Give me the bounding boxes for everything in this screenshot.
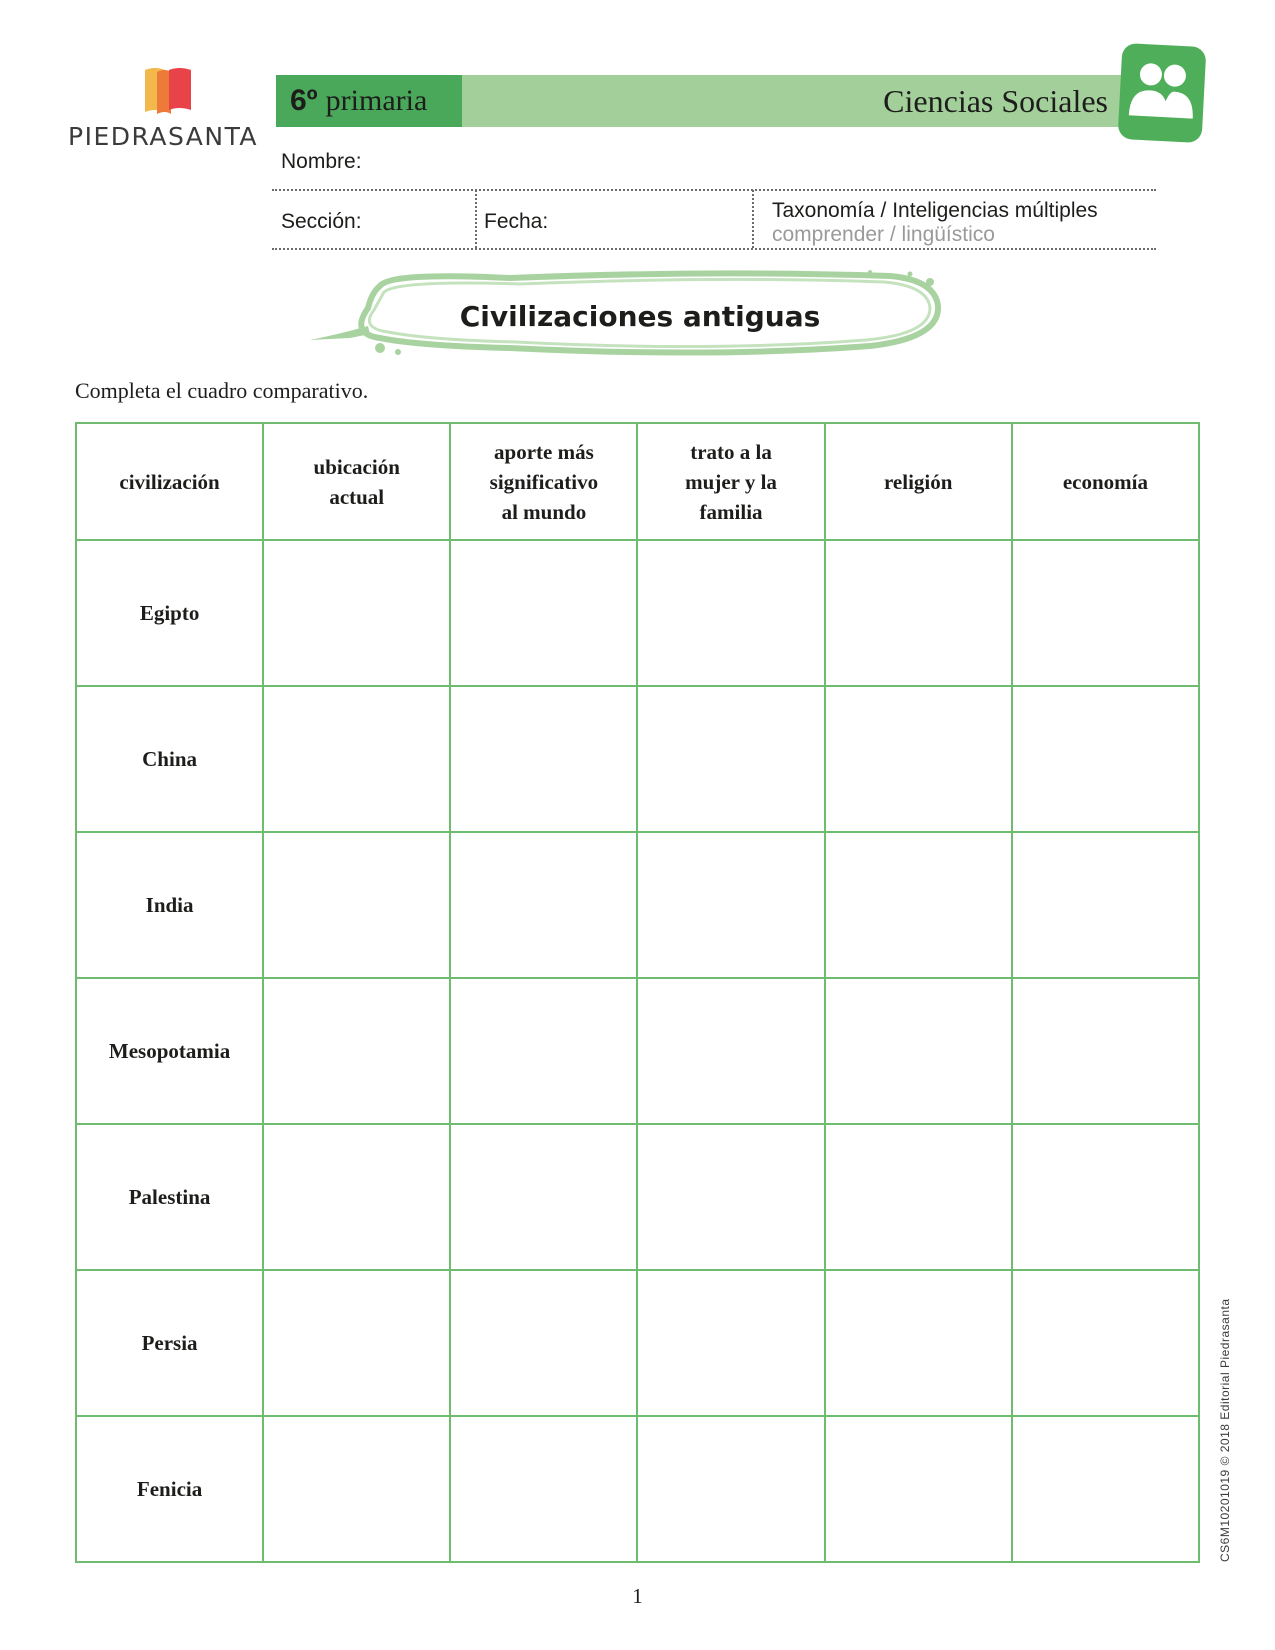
answer-cell[interactable] (450, 832, 637, 978)
answer-cell[interactable] (1012, 978, 1199, 1124)
answer-cell[interactable] (263, 540, 450, 686)
header-band (276, 75, 1126, 127)
instruction-text: Completa el cuadro comparativo. (75, 378, 369, 403)
answer-cell[interactable] (1012, 1124, 1199, 1270)
section-field-label: Sección: (281, 210, 362, 233)
grade-word: primaria (325, 84, 428, 117)
answer-cell[interactable] (637, 1124, 824, 1270)
answer-cell[interactable] (825, 978, 1012, 1124)
answer-cell[interactable] (825, 1270, 1012, 1416)
table-row (76, 1124, 1199, 1270)
answer-cell[interactable] (637, 1416, 824, 1562)
title-banner (310, 268, 970, 368)
divider (272, 189, 1156, 191)
row-header: Persia (76, 1270, 263, 1416)
answer-cell[interactable] (263, 1270, 450, 1416)
brand-name: PIEDRASANTA (68, 122, 259, 151)
table-row (76, 978, 1199, 1124)
row-header: Egipto (76, 540, 263, 686)
divider (752, 190, 754, 248)
divider (272, 248, 1156, 250)
name-field-label: Nombre: (281, 150, 362, 173)
answer-cell[interactable] (450, 1416, 637, 1562)
table-row (76, 832, 1199, 978)
row-header: Fenicia (76, 1416, 263, 1562)
book-logo-icon (143, 66, 193, 118)
row-header: Mesopotamia (76, 978, 263, 1124)
answer-cell[interactable] (1012, 832, 1199, 978)
taxonomy-value: comprender / lingüístico (772, 223, 995, 246)
answer-cell[interactable] (637, 978, 824, 1124)
answer-cell[interactable] (1012, 686, 1199, 832)
subject-badge (1118, 43, 1207, 143)
answer-cell[interactable] (637, 832, 824, 978)
answer-cell[interactable] (825, 540, 1012, 686)
taxonomy-label: Taxonomía / Inteligencias múltiples (772, 199, 1098, 222)
piedrasanta-logo (68, 66, 268, 156)
answer-cell[interactable] (1012, 1270, 1199, 1416)
column-header: economía (1012, 423, 1199, 540)
table-row (76, 686, 1199, 832)
column-header: ubicación actual (263, 423, 450, 540)
copyright-notice: CS6M10201019 © 2018 Editorial Piedrasanta (1218, 1298, 1232, 1562)
page-number: 1 (632, 1584, 643, 1608)
column-header: aporte más significativo al mundo (450, 423, 637, 540)
answer-cell[interactable] (825, 1124, 1012, 1270)
divider (475, 190, 477, 248)
answer-cell[interactable] (1012, 1416, 1199, 1562)
answer-cell[interactable] (637, 1270, 824, 1416)
answer-cell[interactable] (450, 1270, 637, 1416)
answer-cell[interactable] (637, 686, 824, 832)
date-field-label: Fecha: (484, 210, 549, 233)
comparison-table (75, 422, 1200, 1563)
grade-number: 6º (290, 84, 318, 117)
answer-cell[interactable] (450, 978, 637, 1124)
answer-cell[interactable] (263, 978, 450, 1124)
answer-cell[interactable] (263, 1124, 450, 1270)
column-header: civilización (76, 423, 263, 540)
table-row (76, 540, 1199, 686)
answer-cell[interactable] (450, 1124, 637, 1270)
answer-cell[interactable] (263, 686, 450, 832)
people-icon (1126, 55, 1198, 128)
row-header: China (76, 686, 263, 832)
table-row (76, 1416, 1199, 1562)
row-header: Palestina (76, 1124, 263, 1270)
grade-label (276, 75, 462, 127)
answer-cell[interactable] (263, 832, 450, 978)
answer-cell[interactable] (637, 540, 824, 686)
answer-cell[interactable] (263, 1416, 450, 1562)
column-header: religión (825, 423, 1012, 540)
row-header: India (76, 832, 263, 978)
column-header: trato a la mujer y la familia (637, 423, 824, 540)
page-title: Civilizaciones antiguas (459, 300, 821, 333)
subject-title: Ciencias Sociales (883, 82, 1108, 119)
answer-cell[interactable] (450, 686, 637, 832)
answer-cell[interactable] (1012, 540, 1199, 686)
answer-cell[interactable] (825, 832, 1012, 978)
table-row (76, 1270, 1199, 1416)
answer-cell[interactable] (450, 540, 637, 686)
answer-cell[interactable] (825, 1416, 1012, 1562)
table-header-row (76, 423, 1199, 540)
answer-cell[interactable] (825, 686, 1012, 832)
